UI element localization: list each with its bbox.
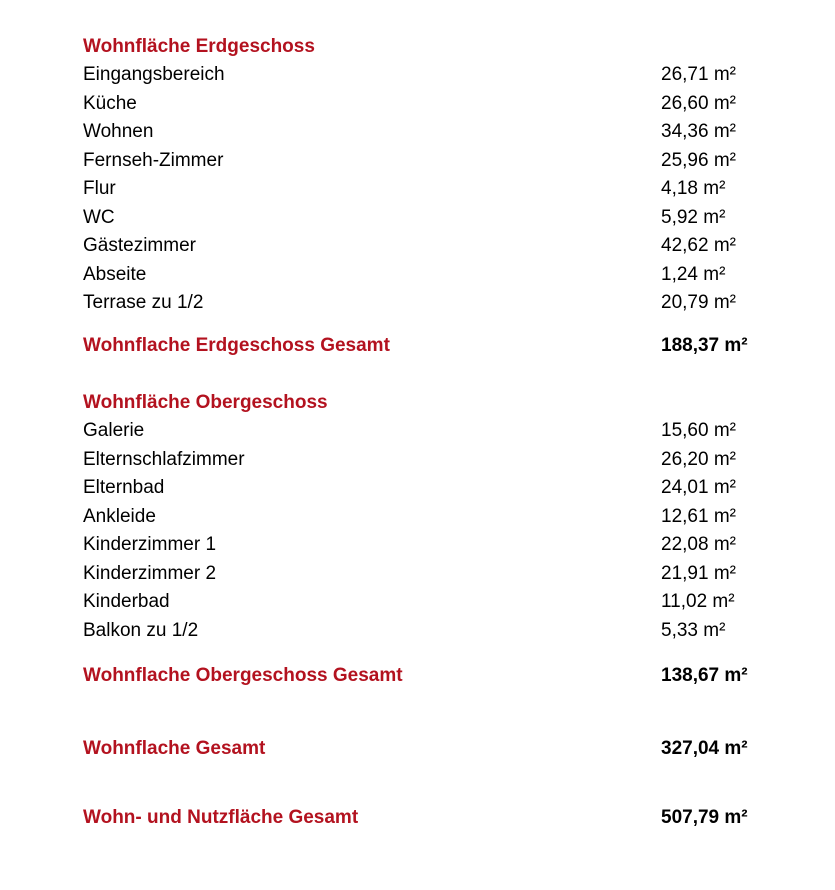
total-area: 188,37 m² — [661, 335, 748, 356]
room-row — [83, 176, 763, 202]
room-row — [83, 504, 763, 530]
room-area: 5,33 m² — [661, 619, 726, 641]
room-row — [83, 205, 763, 231]
total-area: 507,79 m² — [661, 807, 748, 828]
room-name: Abseite — [83, 263, 147, 285]
room-area: 15,60 m² — [661, 420, 736, 441]
room-area: 4,18 m² — [661, 178, 726, 199]
room-name: Ankleide — [83, 505, 156, 527]
section-total-erdgeschoss — [83, 333, 763, 359]
room-area: 25,96 m² — [661, 149, 736, 171]
room-name: Kinderzimmer 2 — [83, 562, 217, 584]
room-row — [83, 62, 763, 88]
section-heading-obergeschoss — [83, 390, 763, 416]
room-area: 24,01 m² — [661, 477, 736, 498]
room-name: Galerie — [83, 420, 145, 441]
section-total-obergeschoss — [83, 663, 763, 689]
room-area: 20,79 m² — [661, 292, 736, 313]
room-area: 21,91 m² — [661, 562, 736, 584]
room-row — [83, 119, 763, 145]
grand-total-wohn-nutzflaeche — [83, 805, 763, 831]
room-row — [83, 532, 763, 558]
room-name: Elternbad — [83, 477, 165, 498]
room-area: 12,61 m² — [661, 505, 736, 527]
room-area: 11,02 m² — [661, 591, 735, 612]
room-area: 26,60 m² — [661, 92, 736, 114]
total-label: Wohnflache Erdgeschoss Gesamt — [83, 335, 390, 356]
room-name: Kinderbad — [83, 591, 170, 612]
room-row — [83, 618, 763, 644]
room-row — [83, 91, 763, 117]
room-row — [83, 447, 763, 473]
grand-total-wohnflache — [83, 736, 763, 762]
room-area: 1,24 m² — [661, 263, 726, 285]
room-row — [83, 262, 763, 288]
total-label: Wohnflache Obergeschoss Gesamt — [83, 665, 403, 686]
room-name: WC — [83, 206, 115, 228]
room-row — [83, 475, 763, 501]
room-row — [83, 290, 763, 316]
room-name: Fernseh-Zimmer — [83, 149, 224, 171]
room-name: Terrase zu 1/2 — [83, 292, 204, 313]
room-area: 22,08 m² — [661, 534, 736, 555]
total-area: 327,04 m² — [661, 738, 748, 759]
room-area: 5,92 m² — [661, 206, 726, 228]
section-heading-label: Wohnfläche Obergeschoss — [83, 392, 328, 413]
room-name: Flur — [83, 178, 116, 199]
room-row — [83, 589, 763, 615]
total-area: 138,67 m² — [661, 665, 748, 686]
room-name: Balkon zu 1/2 — [83, 619, 199, 641]
room-row — [83, 418, 763, 444]
room-area: 26,71 m² — [661, 64, 736, 85]
room-row — [83, 148, 763, 174]
room-area: 26,20 m² — [661, 448, 736, 470]
room-name: Elternschlafzimmer — [83, 448, 245, 470]
section-heading-label: Wohnfläche Erdgeschoss — [83, 36, 315, 57]
total-label: Wohn- und Nutzfläche Gesamt — [83, 807, 359, 828]
room-name: Eingangsbereich — [83, 64, 225, 85]
room-name: Gästezimmer — [83, 235, 196, 256]
section-heading-erdgeschoss — [83, 34, 763, 60]
room-row — [83, 561, 763, 587]
total-label: Wohnflache Gesamt — [83, 738, 266, 759]
room-name: Kinderzimmer 1 — [83, 534, 217, 555]
room-area: 34,36 m² — [661, 121, 736, 142]
room-row — [83, 233, 763, 259]
room-name: Küche — [83, 92, 137, 114]
room-name: Wohnen — [83, 121, 154, 142]
room-area: 42,62 m² — [661, 235, 736, 256]
